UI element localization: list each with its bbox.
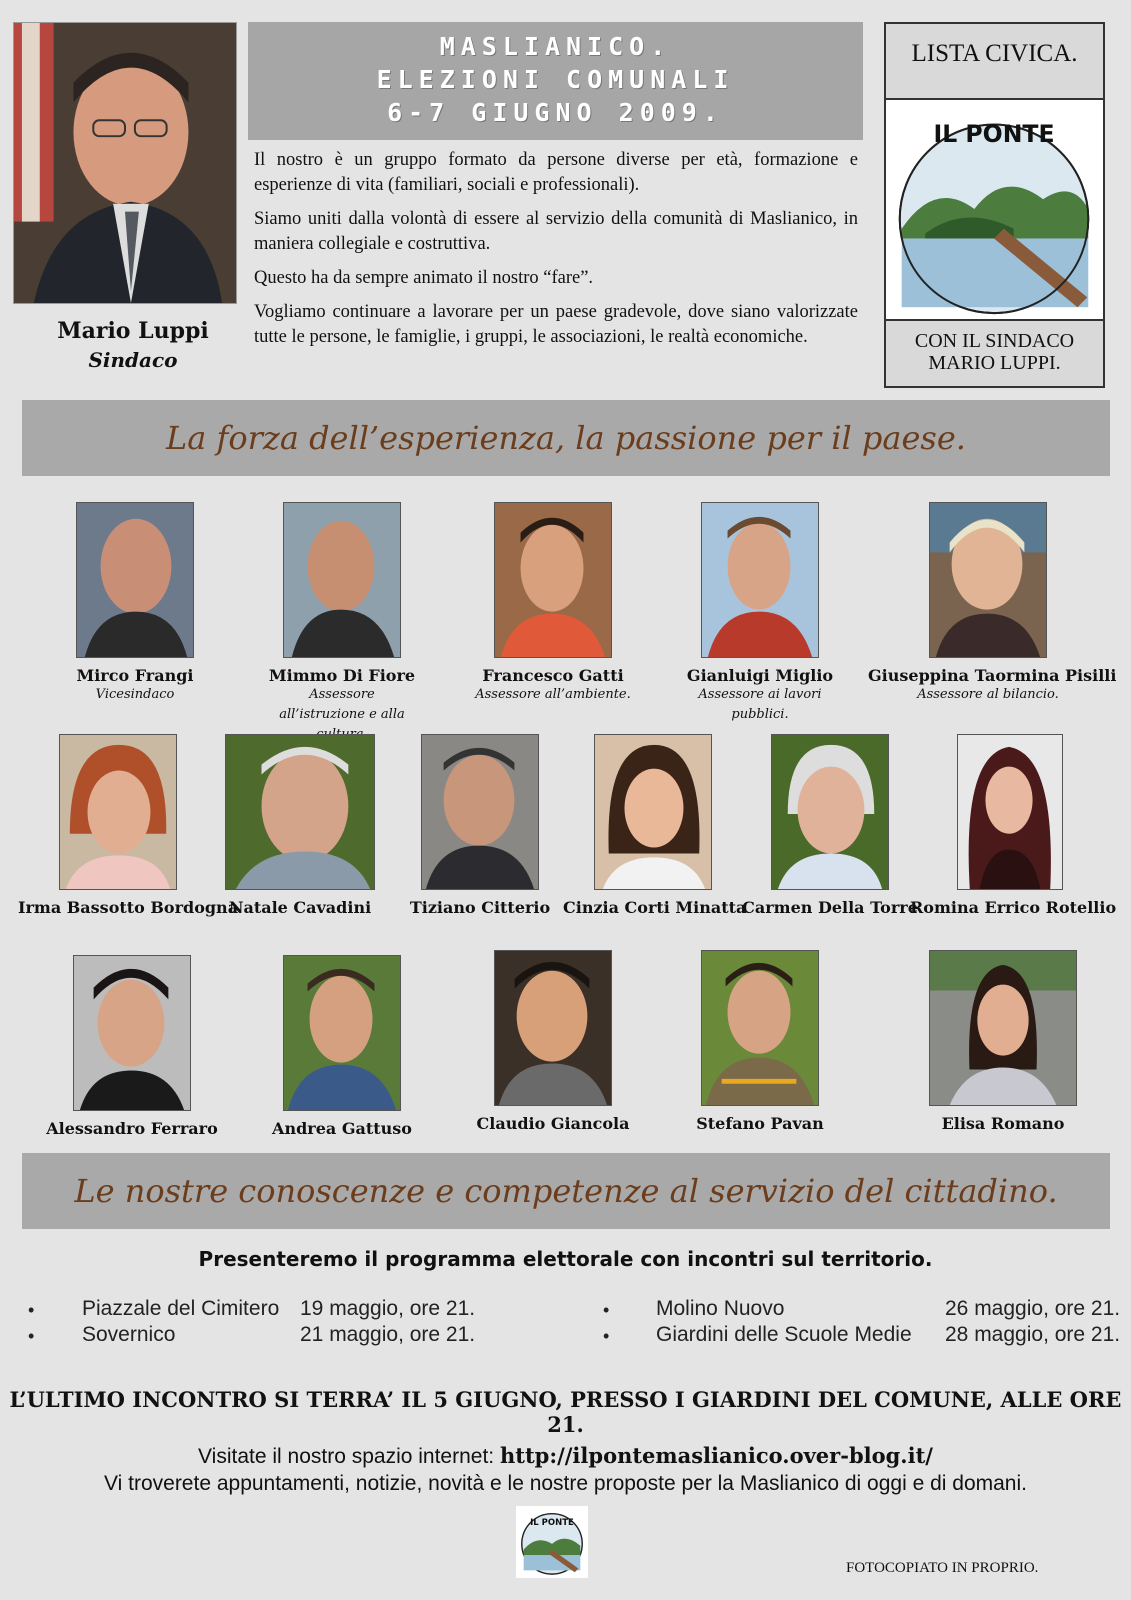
slogan-banner-2: Le nostre conoscenze e competenze al servizio del cittadino. xyxy=(22,1153,1110,1229)
logo-text: IL PONTE xyxy=(933,120,1055,149)
candidate-name: Tiziano Citterio xyxy=(409,898,551,917)
candidate-role-line-2: all’istruzione e alla xyxy=(279,707,405,722)
candidate-name: Mirco Frangi xyxy=(76,666,194,685)
mayor-photo xyxy=(13,22,237,304)
candidate-name: Alessandro Ferraro xyxy=(46,1119,218,1138)
candidate-name: Stefano Pavan xyxy=(696,1114,824,1133)
last-meeting-notice: L’ULTIMO INCONTRO SI TERRA’ IL 5 GIUGNO, PRESSO I GIARDINI DEL COMUNE, ALLE ORE 21. xyxy=(9,1387,1122,1437)
meeting-place: Molino Nuovo xyxy=(656,1297,785,1320)
candidate-name: Giuseppina Taormina Pisilli xyxy=(868,666,1117,685)
meeting-place: Giardini delle Scuole Medie xyxy=(656,1323,912,1346)
meeting-time: 21 maggio, ore 21. xyxy=(300,1323,476,1346)
lista-civica-box xyxy=(884,22,1105,388)
visit-line xyxy=(0,1443,1131,1469)
candidate-photo xyxy=(771,734,889,890)
small-logo xyxy=(516,1506,588,1578)
title-line-3: 6-7 GIUGNO 2009. xyxy=(387,98,724,127)
candidate-name: Mimmo Di Fiore xyxy=(268,666,416,685)
candidate-role: Assessore all’ambiente. xyxy=(475,687,631,702)
title-line-1: MASLIANICO. xyxy=(439,32,672,61)
find-line: Vi troverete appuntamenti, notizie, novità e le nostre proposte per la Maslianico di oggi e di domani. xyxy=(104,1472,1027,1495)
title-line-2: ELEZIONI COMUNALI xyxy=(376,65,735,94)
candidate-photo xyxy=(73,955,191,1111)
intro-paragraph: Il nostro è un gruppo formato da persone diverse per età, formazione e esperienze di vita (familiari, sociali e professionali). xyxy=(254,150,858,195)
candidate-photo xyxy=(59,734,177,890)
candidate-name: Romina Errico Rotellio xyxy=(910,898,1117,917)
candidate-card xyxy=(740,734,920,917)
candidate-card xyxy=(910,734,1117,917)
intro-text xyxy=(254,148,858,359)
candidate-card xyxy=(868,502,1117,705)
candidate-card xyxy=(210,734,390,917)
il-ponte-logo xyxy=(886,100,1103,321)
meeting-time: 19 maggio, ore 21. xyxy=(300,1297,476,1320)
slogan-banner-1: La forza dell’esperienza, la passione per il paese. xyxy=(22,400,1110,476)
intro-paragraph: Questo ha da sempre animato il nostro “fare”. xyxy=(254,268,594,288)
small-logo-text: IL PONTE xyxy=(530,1518,574,1528)
candidate-photo xyxy=(225,734,375,890)
candidate-photo xyxy=(421,734,539,890)
candidate-name: Claudio Giancola xyxy=(476,1114,630,1133)
candidate-photo xyxy=(701,950,819,1106)
mayor-name: Mario Luppi xyxy=(57,318,209,344)
candidate-card xyxy=(390,734,570,917)
meeting-time: 26 maggio, ore 21. xyxy=(945,1297,1121,1320)
candidate-card xyxy=(908,950,1098,1133)
candidate-name: Cinzia Corti Minatta xyxy=(563,898,747,917)
visit-prefix: Visitate il nostro spazio internet: xyxy=(198,1445,495,1468)
bullet: • xyxy=(603,1326,610,1346)
bullet: • xyxy=(603,1300,610,1320)
candidate-role: Assessore ai lavori pubblici. xyxy=(698,687,822,722)
candidate-name: Elisa Romano xyxy=(941,1114,1065,1133)
meeting-place: Sovernico xyxy=(82,1323,176,1346)
logo-bottom-line-2: MARIO LUPPI. xyxy=(928,352,1061,374)
intro-paragraph: Siamo uniti dalla volontà di essere al servizio della comunità di Maslianico, in maniera collegiale e costruttiva. xyxy=(254,209,858,254)
candidate-card xyxy=(42,955,222,1138)
candidate-photo xyxy=(701,502,819,658)
candidate-photo xyxy=(283,955,401,1111)
bullet: • xyxy=(28,1326,35,1346)
candidate-photo xyxy=(929,950,1077,1106)
meeting-time: 28 maggio, ore 21. xyxy=(945,1323,1121,1346)
con-il-sindaco-label xyxy=(886,330,1103,374)
candidate-photo xyxy=(283,502,401,658)
logo-bottom-line-1: CON IL SINDACO xyxy=(914,330,1075,352)
program-intro: Presenteremo il programma elettorale con incontri sul territorio. xyxy=(198,1247,933,1271)
candidate-name: Andrea Gattuso xyxy=(272,1119,412,1138)
candidate-card xyxy=(463,502,643,705)
candidate-card xyxy=(670,950,850,1133)
candidate-card xyxy=(670,502,850,725)
candidate-name: Gianluigi Miglio xyxy=(686,666,834,685)
candidate-photo xyxy=(929,502,1047,658)
candidate-name: Natale Cavadini xyxy=(228,898,372,917)
candidate-card xyxy=(252,955,432,1138)
meeting-place: Piazzale del Cimitero xyxy=(82,1297,280,1320)
lista-civica-label: LISTA CIVICA. xyxy=(886,24,1103,100)
bullet: • xyxy=(28,1300,35,1320)
candidate-role: Assessore xyxy=(309,687,375,702)
candidate-photo xyxy=(957,734,1063,890)
candidate-name: Irma Bassotto Bordogna xyxy=(18,898,239,917)
candidate-card xyxy=(18,734,239,917)
candidate-name: Carmen Della Torre xyxy=(742,898,918,917)
candidate-card xyxy=(45,502,225,705)
website-link[interactable]: http://ilpontemaslianico.over-blog.it/ xyxy=(499,1443,933,1468)
candidate-card xyxy=(463,950,643,1133)
candidate-photo xyxy=(76,502,194,658)
candidate-card xyxy=(563,734,747,917)
candidate-photo xyxy=(494,950,612,1106)
footer-note: FOTOCOPIATO IN PROPRIO. xyxy=(846,1560,1039,1576)
candidate-photo xyxy=(594,734,712,890)
candidate-name: Francesco Gatti xyxy=(482,666,624,685)
candidate-card xyxy=(252,502,432,745)
candidate-photo xyxy=(494,502,612,658)
candidate-role: Vicesindaco xyxy=(95,687,175,702)
mayor-role: Sindaco xyxy=(88,348,178,372)
intro-paragraph: Vogliamo continuare a lavorare per un paese gradevole, dove siano valorizzate tutte le persone, le famiglie, i gruppi, le associazioni, le realtà economiche. xyxy=(254,302,858,347)
election-title xyxy=(248,22,863,140)
candidate-role: Assessore al bilancio. xyxy=(917,687,1059,702)
